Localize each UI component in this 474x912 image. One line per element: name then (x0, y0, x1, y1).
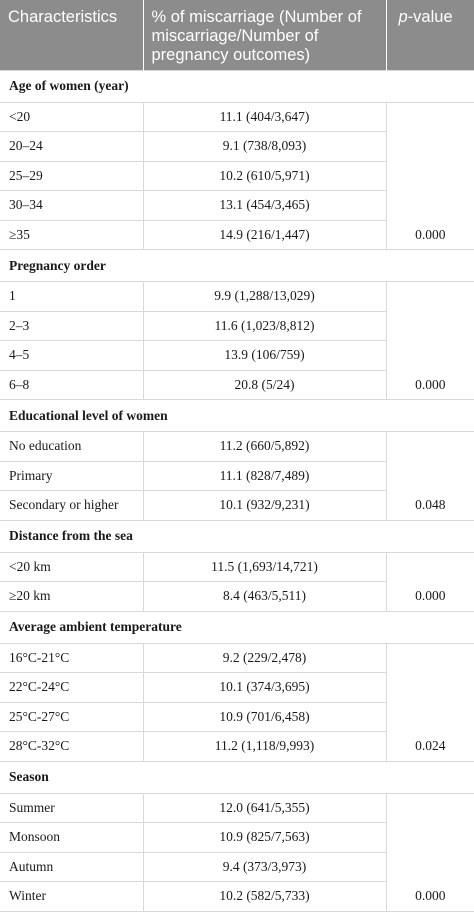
p-value-spacer (386, 161, 474, 191)
section-p-value: 0.000 (386, 370, 474, 400)
section-header-row (0, 761, 474, 793)
row-label: 2–3 (0, 311, 143, 341)
header-characteristics: Characteristics (0, 0, 143, 70)
table-row (0, 132, 474, 162)
section-header-row (0, 611, 474, 643)
table-row (0, 311, 474, 341)
row-label: Secondary or higher (0, 491, 143, 521)
row-miscarriage-value: 11.5 (1,693/14,721) (143, 552, 386, 582)
section-p-value: 0.000 (386, 220, 474, 250)
p-value-spacer (386, 852, 474, 882)
table-row (0, 732, 474, 762)
p-value-spacer (386, 673, 474, 703)
section-header-row (0, 250, 474, 282)
section-title: Pregnancy order (0, 250, 474, 282)
p-value-spacer (386, 552, 474, 582)
table-header-row (0, 0, 474, 70)
section-title: Season (0, 761, 474, 793)
row-label: 4–5 (0, 341, 143, 371)
header-p-value (386, 0, 474, 70)
row-label: 25°C-27°C (0, 702, 143, 732)
row-miscarriage-value: 11.1 (404/3,647) (143, 102, 386, 132)
row-miscarriage-value: 9.1 (738/8,093) (143, 132, 386, 162)
row-miscarriage-value: 10.9 (701/6,458) (143, 702, 386, 732)
row-miscarriage-value: 9.4 (373/3,973) (143, 852, 386, 882)
section-title: Age of women (year) (0, 70, 474, 102)
header-p-suffix: -value (407, 8, 453, 26)
table-row (0, 702, 474, 732)
table-row (0, 461, 474, 491)
row-miscarriage-value: 9.2 (229/2,478) (143, 643, 386, 673)
section-title: Educational level of women (0, 400, 474, 432)
p-value-spacer (386, 702, 474, 732)
row-label: ≥20 km (0, 582, 143, 612)
section-p-value: 0.024 (386, 732, 474, 762)
row-label: 6–8 (0, 370, 143, 400)
table-row (0, 341, 474, 371)
table-row (0, 370, 474, 400)
row-label: Monsoon (0, 823, 143, 853)
section-header-row (0, 520, 474, 552)
row-miscarriage-value: 10.1 (374/3,695) (143, 673, 386, 703)
header-p-italic: p (398, 8, 408, 26)
section-p-value: 0.048 (386, 491, 474, 521)
table-row (0, 852, 474, 882)
table-row (0, 552, 474, 582)
p-value-spacer (386, 191, 474, 221)
row-label: No education (0, 432, 143, 462)
p-value-spacer (386, 132, 474, 162)
row-label: 1 (0, 282, 143, 312)
row-miscarriage-value: 10.2 (610/5,971) (143, 161, 386, 191)
p-value-spacer (386, 793, 474, 823)
row-miscarriage-value: 11.1 (828/7,489) (143, 461, 386, 491)
p-value-spacer (386, 461, 474, 491)
row-label: 30–34 (0, 191, 143, 221)
section-title: Distance from the sea (0, 520, 474, 552)
table-row (0, 823, 474, 853)
row-miscarriage-value: 11.2 (660/5,892) (143, 432, 386, 462)
table-row (0, 793, 474, 823)
row-label: 25–29 (0, 161, 143, 191)
row-miscarriage-value: 10.2 (582/5,733) (143, 882, 386, 912)
row-label: 28°C-32°C (0, 732, 143, 762)
row-miscarriage-value: 20.8 (5/24) (143, 370, 386, 400)
table-row (0, 432, 474, 462)
table-row (0, 643, 474, 673)
table-body (0, 70, 474, 911)
table-row (0, 582, 474, 612)
row-label: ≥35 (0, 220, 143, 250)
row-label: Autumn (0, 852, 143, 882)
table-row (0, 282, 474, 312)
row-label: <20 km (0, 552, 143, 582)
table-row (0, 882, 474, 912)
row-miscarriage-value: 11.2 (1,118/9,993) (143, 732, 386, 762)
table-row (0, 491, 474, 521)
row-label: Primary (0, 461, 143, 491)
p-value-spacer (386, 823, 474, 853)
row-miscarriage-value: 11.6 (1,023/8,812) (143, 311, 386, 341)
row-miscarriage-value: 14.9 (216/1,447) (143, 220, 386, 250)
section-title: Average ambient temperature (0, 611, 474, 643)
row-label: <20 (0, 102, 143, 132)
row-label: 20–24 (0, 132, 143, 162)
section-header-row (0, 400, 474, 432)
p-value-spacer (386, 311, 474, 341)
p-value-spacer (386, 282, 474, 312)
row-label: Summer (0, 793, 143, 823)
table-row (0, 161, 474, 191)
table-row (0, 220, 474, 250)
row-label: 16°C-21°C (0, 643, 143, 673)
section-header-row (0, 70, 474, 102)
row-miscarriage-value: 13.1 (454/3,465) (143, 191, 386, 221)
p-value-spacer (386, 643, 474, 673)
row-miscarriage-value: 9.9 (1,288/13,029) (143, 282, 386, 312)
row-miscarriage-value: 8.4 (463/5,511) (143, 582, 386, 612)
p-value-spacer (386, 102, 474, 132)
p-value-spacer (386, 432, 474, 462)
table-row (0, 191, 474, 221)
table-row (0, 102, 474, 132)
p-value-spacer (386, 341, 474, 371)
table-row (0, 673, 474, 703)
header-miscarriage-percent: % of miscarriage (Number of miscarriage/Number of pregnancy outcomes) (143, 0, 386, 70)
row-label: Winter (0, 882, 143, 912)
row-label: 22°C-24°C (0, 673, 143, 703)
row-miscarriage-value: 10.9 (825/7,563) (143, 823, 386, 853)
section-p-value: 0.000 (386, 882, 474, 912)
section-p-value: 0.000 (386, 582, 474, 612)
row-miscarriage-value: 10.1 (932/9,231) (143, 491, 386, 521)
row-miscarriage-value: 13.9 (106/759) (143, 341, 386, 371)
row-miscarriage-value: 12.0 (641/5,355) (143, 793, 386, 823)
